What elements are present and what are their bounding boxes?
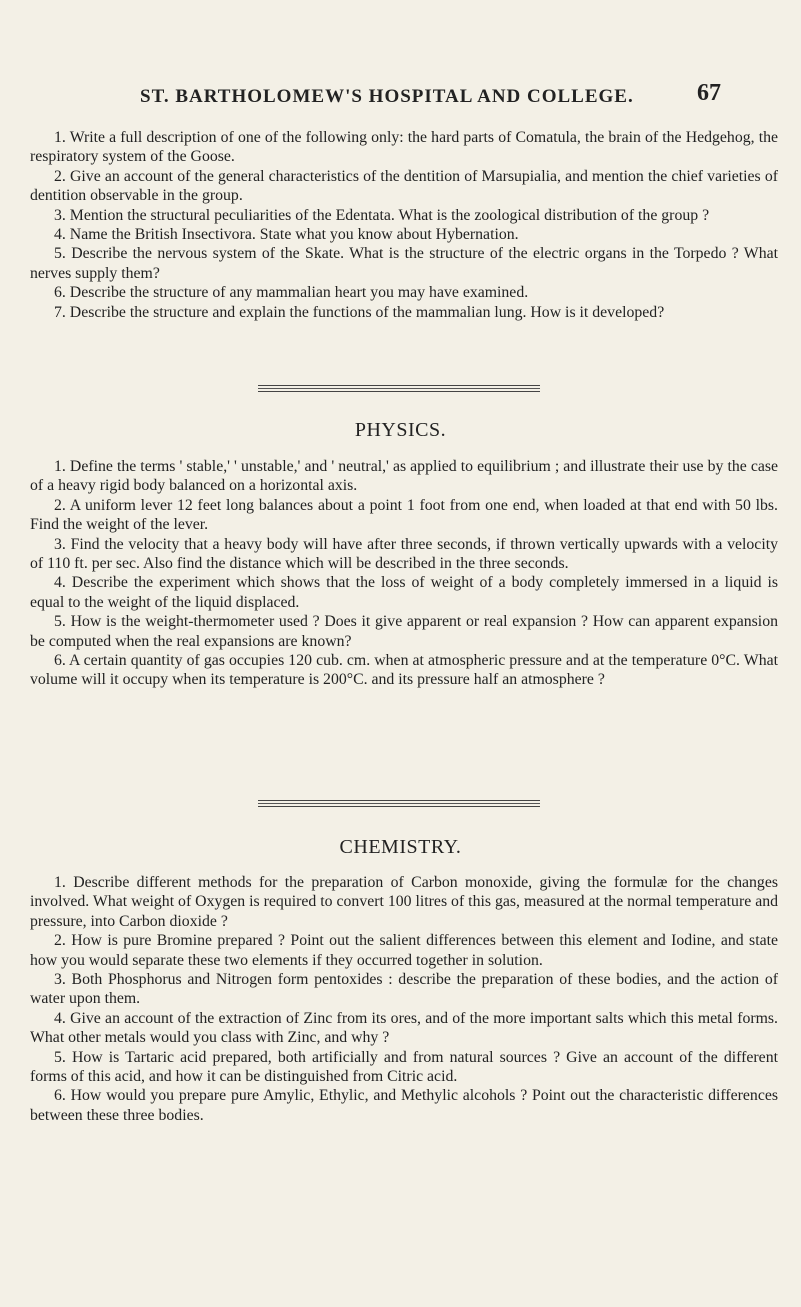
question: 5. How is the weight-thermometer used ? Does it give apparent or real expansion ? How can apparent expansion be computed when the real expansions are known?	[30, 613, 778, 650]
chemistry-heading: CHEMISTRY.	[339, 836, 462, 858]
section-divider	[258, 800, 540, 807]
physics-heading: PHYSICS.	[354, 419, 447, 441]
question: 6. A certain quantity of gas occupies 120 cub. cm. when at atmospheric pressure and at the temperature 0°C. What volume will it occupy when its temperature is 200°C. and its pressure half an atmosphere ?	[30, 652, 778, 689]
question: 3. Find the velocity that a heavy body will have after three seconds, if thrown vertically upwards with a velocity of 110 ft. per sec. Also find the distance which will be described in the three seconds.	[30, 535, 778, 573]
question: 6. How would you prepare pure Amylic, Ethylic, and Methylic alcohols ? Point out the characteristic differences between these three bodies.	[30, 1087, 778, 1124]
running-head: ST. BARTHOLOMEW'S HOSPITAL AND COLLEGE.	[140, 86, 634, 107]
physics-questions	[30, 457, 778, 690]
question: 6. Describe the structure of any mammalian heart you may have examined.	[54, 284, 529, 302]
question: 2. A uniform lever 12 feet long balances about a point 1 foot from one end, when loaded at that end with 50 lbs. Find the weight of the lever.	[30, 496, 778, 534]
question: 4. Name the British Insectivora. State what you know about Hybernation.	[54, 226, 519, 244]
question: 1. Define the terms ' stable,' ' unstable,' and ' neutral,' as applied to equilibrium ; and illustrate their use by the case of a heavy rigid body balanced on a horizontal axis.	[30, 458, 778, 495]
question: 1. Write a full description of one of the following only: the hard parts of Comatula, the brain of the Hedgehog, the respiratory system of the Goose.	[30, 129, 778, 166]
section-divider	[258, 385, 540, 392]
chemistry-questions	[30, 873, 778, 1125]
question: 4. Describe the experiment which shows that the loss of weight of a body completely immersed in a liquid is equal to the weight of the liquid displaced.	[30, 574, 778, 611]
question: 5. How is Tartaric acid prepared, both artificially and from natural sources ? Give an account of the different forms of this acid, and how it can be distinguished from Citric acid.	[30, 1048, 778, 1086]
question: 3. Both Phosphorus and Nitrogen form pentoxides : describe the preparation of these bodies, and the action of water upon them.	[30, 971, 778, 1008]
question: 1. Describe different methods for the preparation of Carbon monoxide, giving the formulæ for the changes involved. What weight of Oxygen is required to convert 100 litres of this gas, measured at the normal temperature and pressure, into Carbon dioxide ?	[30, 874, 778, 930]
question: 2. How is pure Bromine prepared ? Point out the salient differences between this element and Iodine, and state how you would separate these two elements if they occurred together in solution.	[30, 932, 778, 969]
question: 4. Give an account of the extraction of Zinc from its ores, and of the more important salts which this metal forms. What other metals would you class with Zinc, and why ?	[30, 1009, 778, 1047]
question: 2. Give an account of the general characteristics of the dentition of Marsupialia, and mention the chief varieties of dentition observable in the group.	[30, 167, 778, 205]
question: 5. Describe the nervous system of the Skate. What is the structure of the electric organs in the Torpedo ? What nerves supply them?	[30, 245, 778, 282]
question: 7. Describe the structure and explain the functions of the mammalian lung. How is it developed?	[54, 303, 665, 321]
zoology-questions	[30, 128, 778, 322]
question: 3. Mention the structural peculiarities of the Edentata. What is the zoological distribution of the group ?	[54, 206, 710, 224]
page-number: 67	[697, 80, 721, 106]
